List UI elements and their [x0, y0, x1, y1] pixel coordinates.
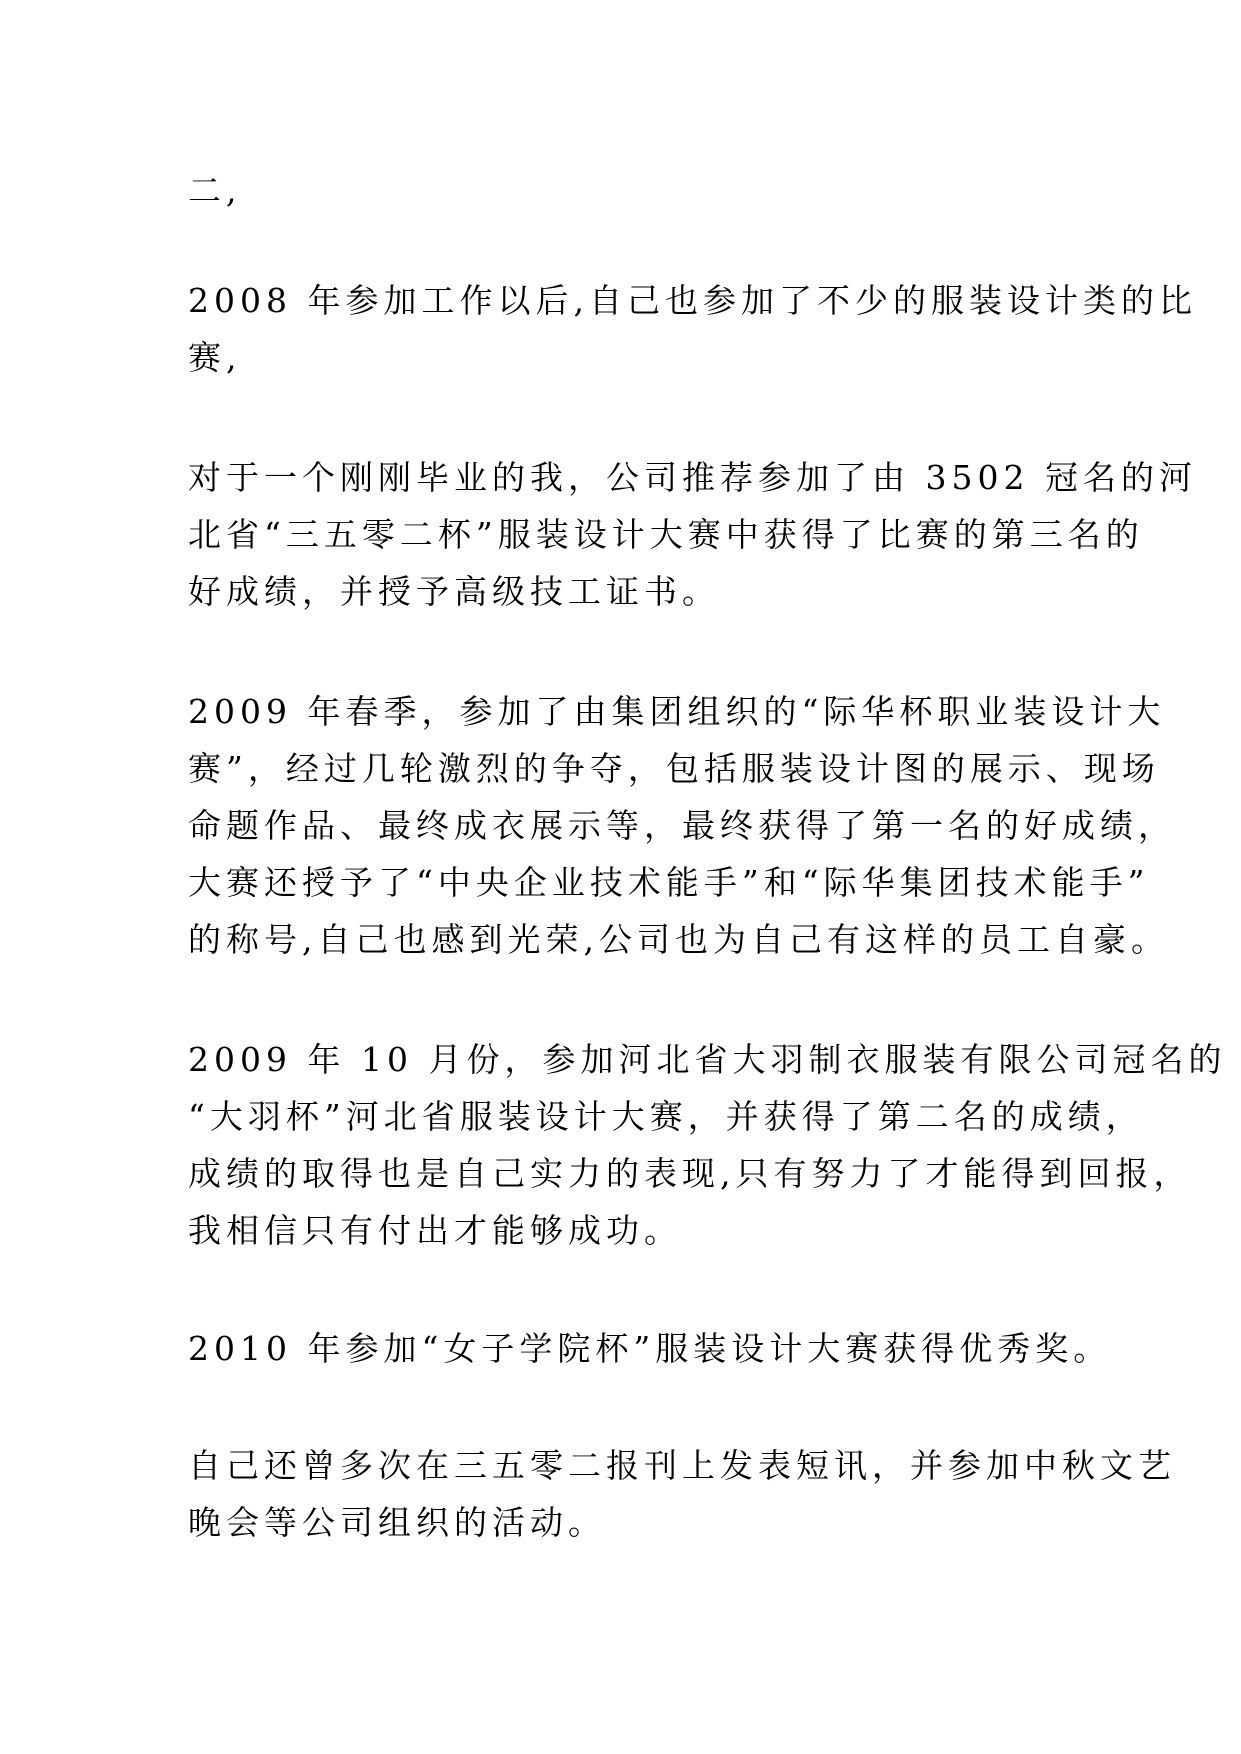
text-line: “大羽杯”河北省服装设计大赛，并获得了第二名的成绩，	[188, 1097, 1144, 1136]
text-line: 好成绩，并授予高级技工证书。	[188, 572, 720, 611]
paragraph-dayu-cup	[188, 1031, 1227, 1259]
text-line: 2010 年参加“女子学院杯”服装设计大赛获得优秀奖。	[188, 1329, 1112, 1368]
text-line: 2009 年春季，参加了由集团组织的“际华杯职业装设计大	[188, 692, 1166, 731]
paragraph-other-activities	[188, 1437, 1176, 1551]
section-heading	[188, 162, 1058, 219]
text-line: 我相信只有付出才能够成功。	[188, 1211, 682, 1250]
text-line: 命题作品、最终成衣展示等，最终获得了第一名的好成绩，	[188, 806, 1176, 845]
paragraph-jihua-cup	[188, 683, 1176, 968]
text-line: 赛,	[188, 338, 242, 377]
paragraph-2008-work-start	[188, 272, 1197, 386]
text-line: 的称号,自己也感到光荣,公司也为自己有这样的员工自豪。	[188, 920, 1169, 959]
text-line: 赛”，经过几轮激烈的争夺，包括服装设计图的展示、现场	[188, 749, 1160, 788]
text-line: 2009 年 10 月份，参加河北省大羽制衣服装有限公司冠名的	[188, 1040, 1227, 1079]
paragraph-womens-college-cup	[188, 1320, 1112, 1377]
text-line: 北省“三五零二杯”服装设计大赛中获得了比赛的第三名的	[188, 515, 1144, 554]
paragraph-3502-cup	[188, 449, 1197, 620]
text-line: 自己还曾多次在三五零二报刊上发表短讯，并参加中秋文艺	[188, 1446, 1176, 1485]
text-line: 2008 年参加工作以后,自己也参加了不少的服装设计类的比	[188, 281, 1197, 320]
text-line: 晚会等公司组织的活动。	[188, 1503, 606, 1542]
text-line: 对于一个刚刚毕业的我，公司推荐参加了由 3502 冠名的河	[188, 458, 1197, 497]
text-line: 成绩的取得也是自己实力的表现,只有努力了才能得到回报，	[188, 1154, 1192, 1193]
text-line: 大赛还授予了“中央企业技术能手”和“际华集团技术能手”	[188, 863, 1150, 902]
text-line: 二,	[188, 171, 242, 210]
